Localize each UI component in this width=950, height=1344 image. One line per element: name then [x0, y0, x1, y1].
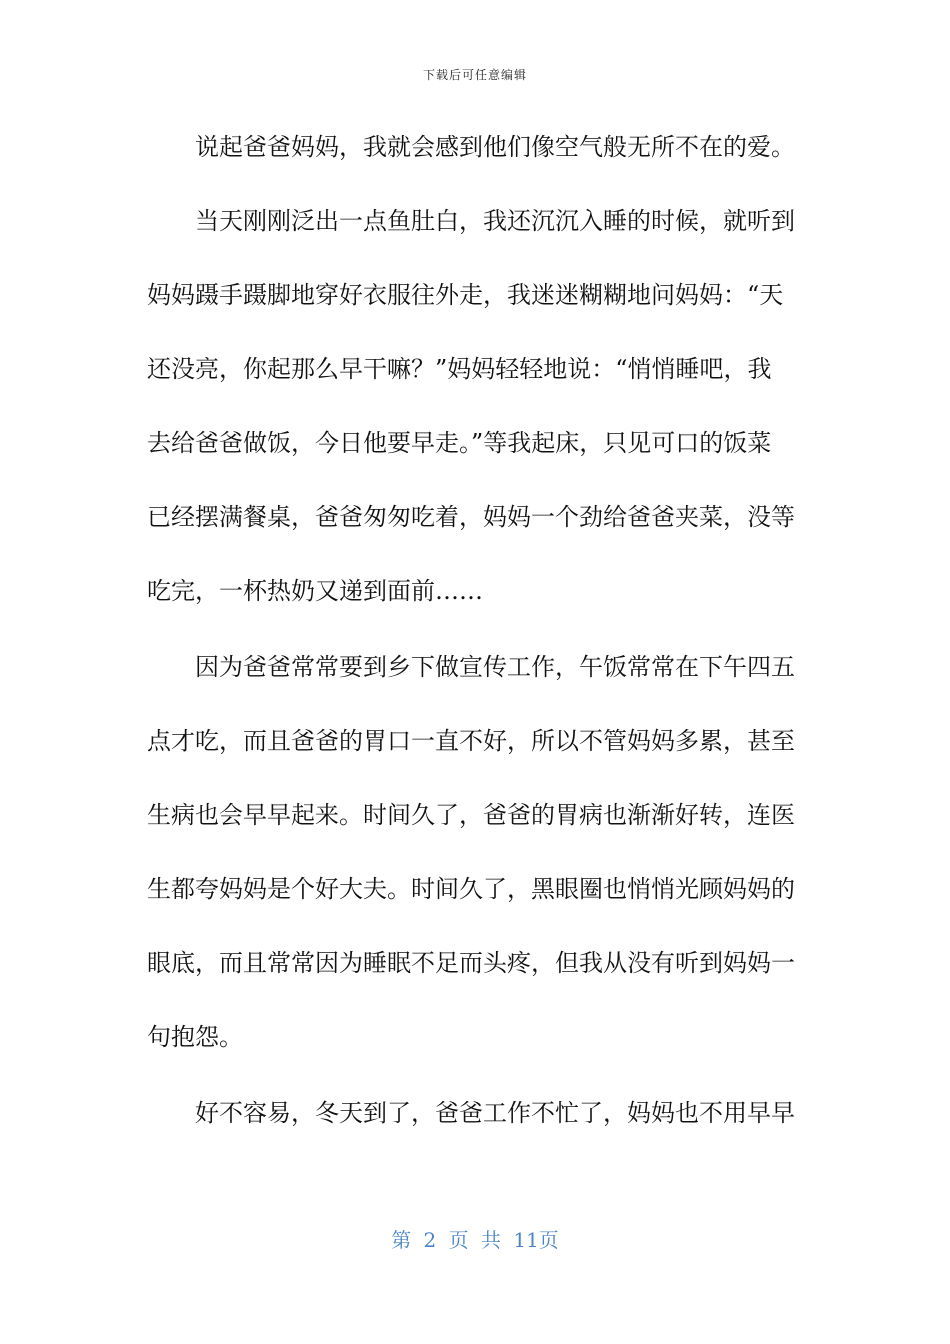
text-line: 点才吃，而且爸爸的胃口一直不好，所以不管妈妈多累，甚至: [147, 727, 795, 755]
text-line: 眼底，而且常常因为睡眠不足而头疼，但我从没有听到妈妈一: [147, 949, 795, 977]
page-number-footer: 第 2 页 共 11页: [391, 1228, 559, 1252]
header-note: 下载后可任意编辑: [422, 68, 527, 82]
text-line: 妈妈蹑手蹑脚地穿好衣服往外走，我迷迷糊糊地问妈妈：“天: [147, 281, 784, 309]
text-line: 因为爸爸常常要到乡下做宣传工作，午饭常常在下午四五: [195, 653, 795, 681]
text-line: 吃完，一杯热奶又递到面前……: [147, 577, 483, 605]
text-line: 已经摆满餐桌，爸爸匆匆吃着，妈妈一个劲给爸爸夹菜，没等: [147, 503, 795, 531]
text-line: 句抱怨。: [147, 1023, 243, 1051]
text-line: 生病也会早早起来。时间久了，爸爸的胃病也渐渐好转，连医: [147, 801, 795, 829]
text-line: 当天刚刚泛出一点鱼肚白，我还沉沉入睡的时候，就听到: [195, 207, 795, 235]
text-line: 还没亮，你起那么早干嘛？”妈妈轻轻地说：“悄悄睡吧，我: [147, 355, 772, 383]
text-line: 生都夸妈妈是个好大夫。时间久了，黑眼圈也悄悄光顾妈妈的: [147, 875, 795, 903]
text-line: 好不容易，冬天到了，爸爸工作不忙了，妈妈也不用早早: [195, 1099, 795, 1127]
text-line: 说起爸爸妈妈，我就会感到他们像空气般无所不在的爱。: [195, 133, 795, 161]
text-line: 去给爸爸做饭，今日他要早走。”等我起床，只见可口的饭菜: [147, 429, 772, 457]
